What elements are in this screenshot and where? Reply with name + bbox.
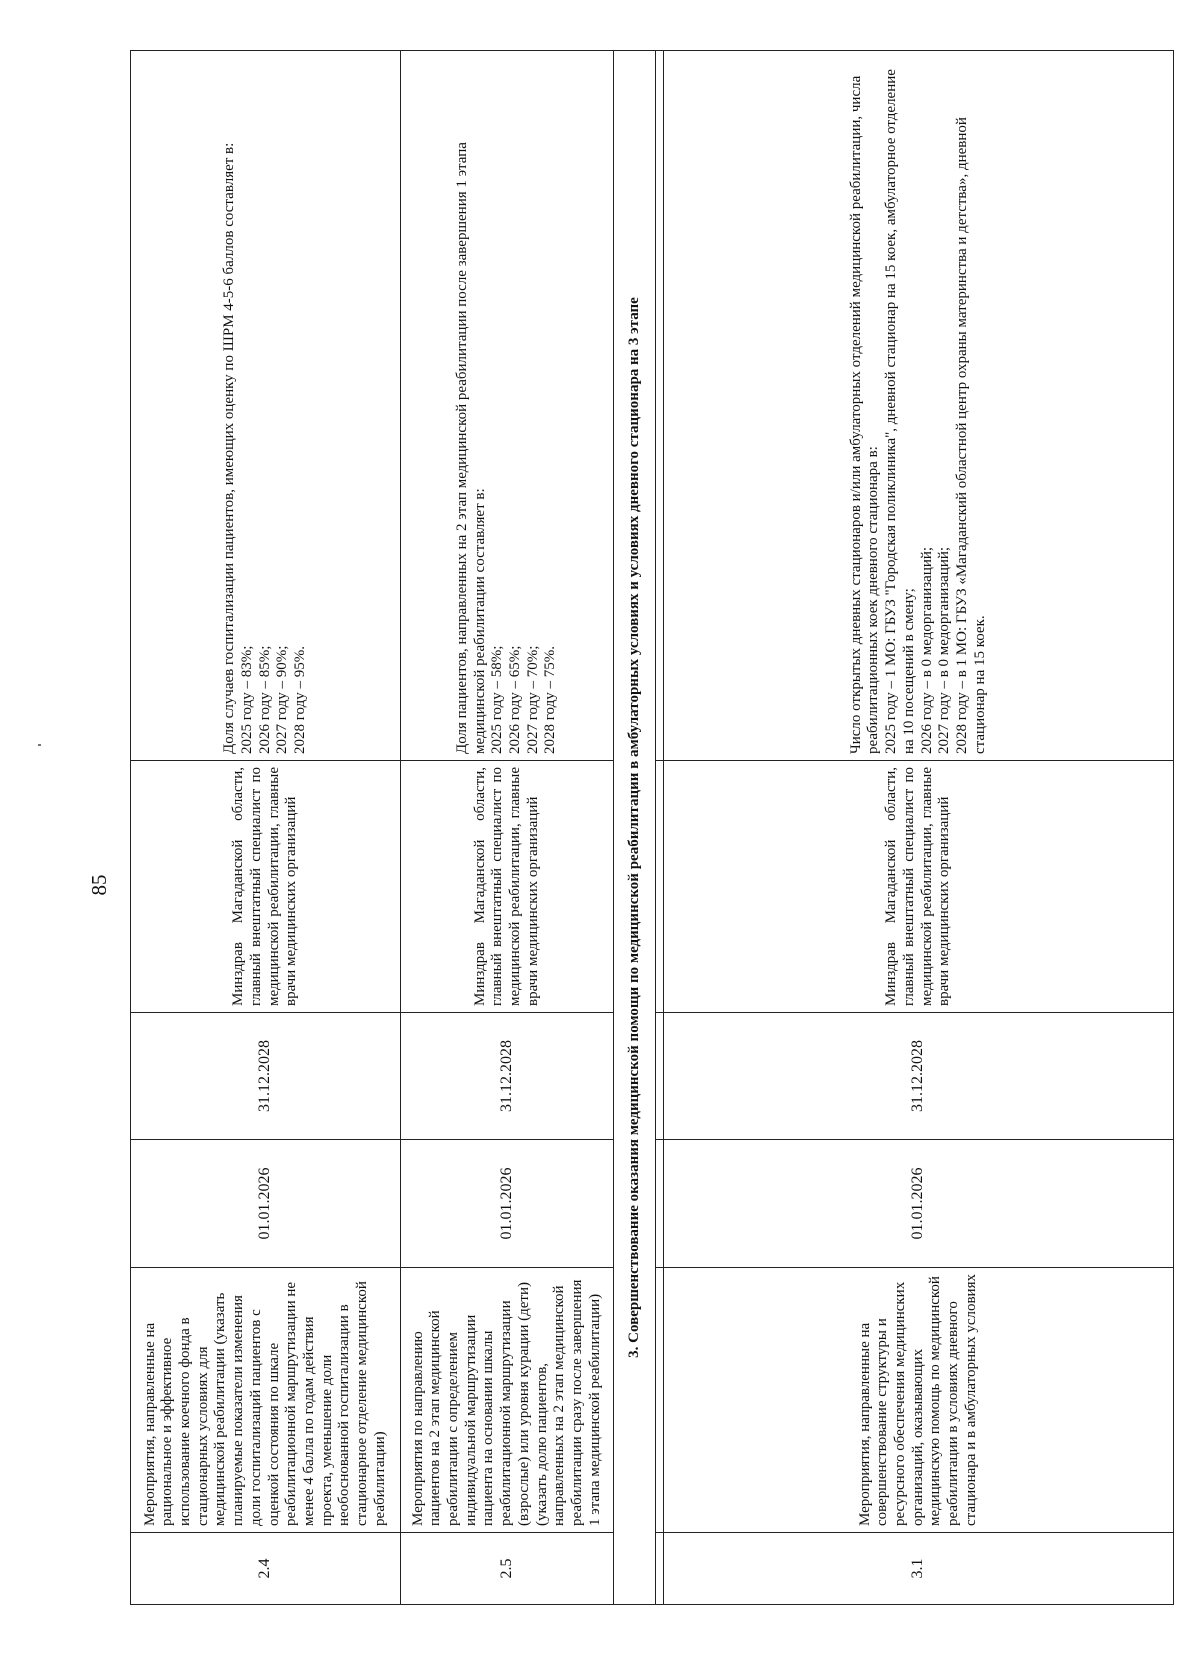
- row-number: 2.5: [401, 1533, 614, 1605]
- spacer-cell: [656, 1268, 664, 1533]
- responsible-cell: Минздрав Магаданской области, главный внештатный специалист по медицинской реабилитации, главные врачи медицинских организаций: [131, 761, 401, 1013]
- activity-cell: Мероприятия по направлению пациентов на 2 этап медицинской реабилитации с определением индивидуальной маршрутизации пациента на основании шкалы реабилитационной маршрутизации (взрослые) или уровня курации (дети) (указать долю пациентов, направленных на 2 этап медицинской реабилитации сразу после завершения 1 этапа медицинской реабилитации): [401, 1268, 614, 1533]
- result-cell: [131, 51, 401, 761]
- spacer-cell: [656, 1533, 664, 1605]
- table-row: [131, 51, 401, 1605]
- result-line: 2027 году – в 0 медорганизаций;: [936, 546, 953, 754]
- result-line: 2028 году – 75%.: [542, 646, 559, 754]
- table-wrapper: [130, 51, 1173, 1605]
- spacer-cell: [656, 1140, 664, 1268]
- end-date: 31.12.2028: [131, 1013, 401, 1140]
- result-line: 2028 году – 95%.: [292, 646, 309, 754]
- page-number: 85: [87, 874, 111, 896]
- spacer-cell: [656, 1013, 664, 1140]
- result-line: 2025 году – 83%;: [238, 645, 255, 754]
- scan-speck: [38, 744, 41, 746]
- section-title: 3. Совершенствование оказания медицинской помощи по медицинской реабилитации в амбулаторных условиях и условиях дневного стационара на 3 этапе: [614, 51, 656, 1605]
- table-row: [664, 51, 1174, 1605]
- spacer-row: [656, 51, 664, 1605]
- result-line: 2025 году – 58%;: [489, 645, 506, 754]
- responsible-cell: Минздрав Магаданской области, главный внештатный специалист по медицинской реабилитации, главные врачи медицинских организаций: [401, 761, 614, 1013]
- result-line: Доля случаев госпитализации пациентов, имеющих оценку по ШРМ 4-5-6 баллов составляет в:: [221, 142, 238, 754]
- result-line: 2026 году – 85%;: [256, 645, 273, 754]
- start-date: 01.01.2026: [401, 1140, 614, 1268]
- measures-table: [130, 50, 1174, 1605]
- responsible-cell: Минздрав Магаданской области, главный внештатный специалист по медицинской реабилитации, главные врачи медицинских организаций: [664, 761, 1174, 1013]
- end-date: 31.12.2028: [664, 1013, 1174, 1140]
- table-row: [401, 51, 614, 1605]
- activity-cell: Мероприятия, направленные на рациональное и эффективное использование коечного фонда в стационарных условиях для медицинской реабилитации (указать планируемые показатели изменения доли госпитализаций пациентов с оценкой состояния по шкале реабилитационной маршрутизации не менее 4 балла по годам действия проекта, уменьшение доли необоснованной госпитализации в стационарное отделение медицинской реабилитации): [131, 1268, 401, 1533]
- spacer-cell: [656, 51, 664, 761]
- activity-cell: Мероприятия, направленные на совершенствование структуры и ресурсного обеспечения медицинских организаций, оказывающих медицинскую помощь по медицинской реабилитации в условиях дневного стационара и в амбулаторных условиях: [664, 1268, 1174, 1533]
- section-header-row: [614, 51, 656, 1605]
- result-cell: [401, 51, 614, 761]
- result-cell: [664, 51, 1174, 761]
- result-line: 2026 году – в 0 медорганизаций;: [918, 546, 935, 754]
- result-line: 2027 году – 90%;: [274, 645, 291, 754]
- start-date: 01.01.2026: [664, 1140, 1174, 1268]
- result-line: 2027 году – 70%;: [524, 645, 541, 754]
- rotated-table-area: [130, 51, 1173, 1605]
- result-line: 2026 году – 65%;: [507, 645, 523, 754]
- row-number: 3.1: [664, 1533, 1174, 1605]
- result-line: Число открытых дневных стационаров и/или амбулаторных отделений медицинской реабилитации, числа реабилитационных коек дневного стационара в:: [847, 75, 882, 754]
- end-date: 31.12.2028: [401, 1013, 614, 1140]
- result-line: 2028 году – в 1 МО: ГБУЗ «Магаданский областной центр охраны материнства и детства», дневной стационар на 15 коек.: [953, 117, 988, 754]
- start-date: 01.01.2026: [131, 1140, 401, 1268]
- result-line: 2025 году – 1 МО: ГБУЗ "Городская поликлиника", дневной стационар на 15 коек, амбулаторное отделение на 10 посещений в смену;: [883, 69, 917, 754]
- row-number: 2.4: [131, 1533, 401, 1605]
- result-line: Доля пациентов, направленных на 2 этап медицинской реабилитации после завершения 1 этапа медицинской реабилитации составляет в:: [453, 142, 488, 754]
- spacer-cell: [656, 761, 664, 1013]
